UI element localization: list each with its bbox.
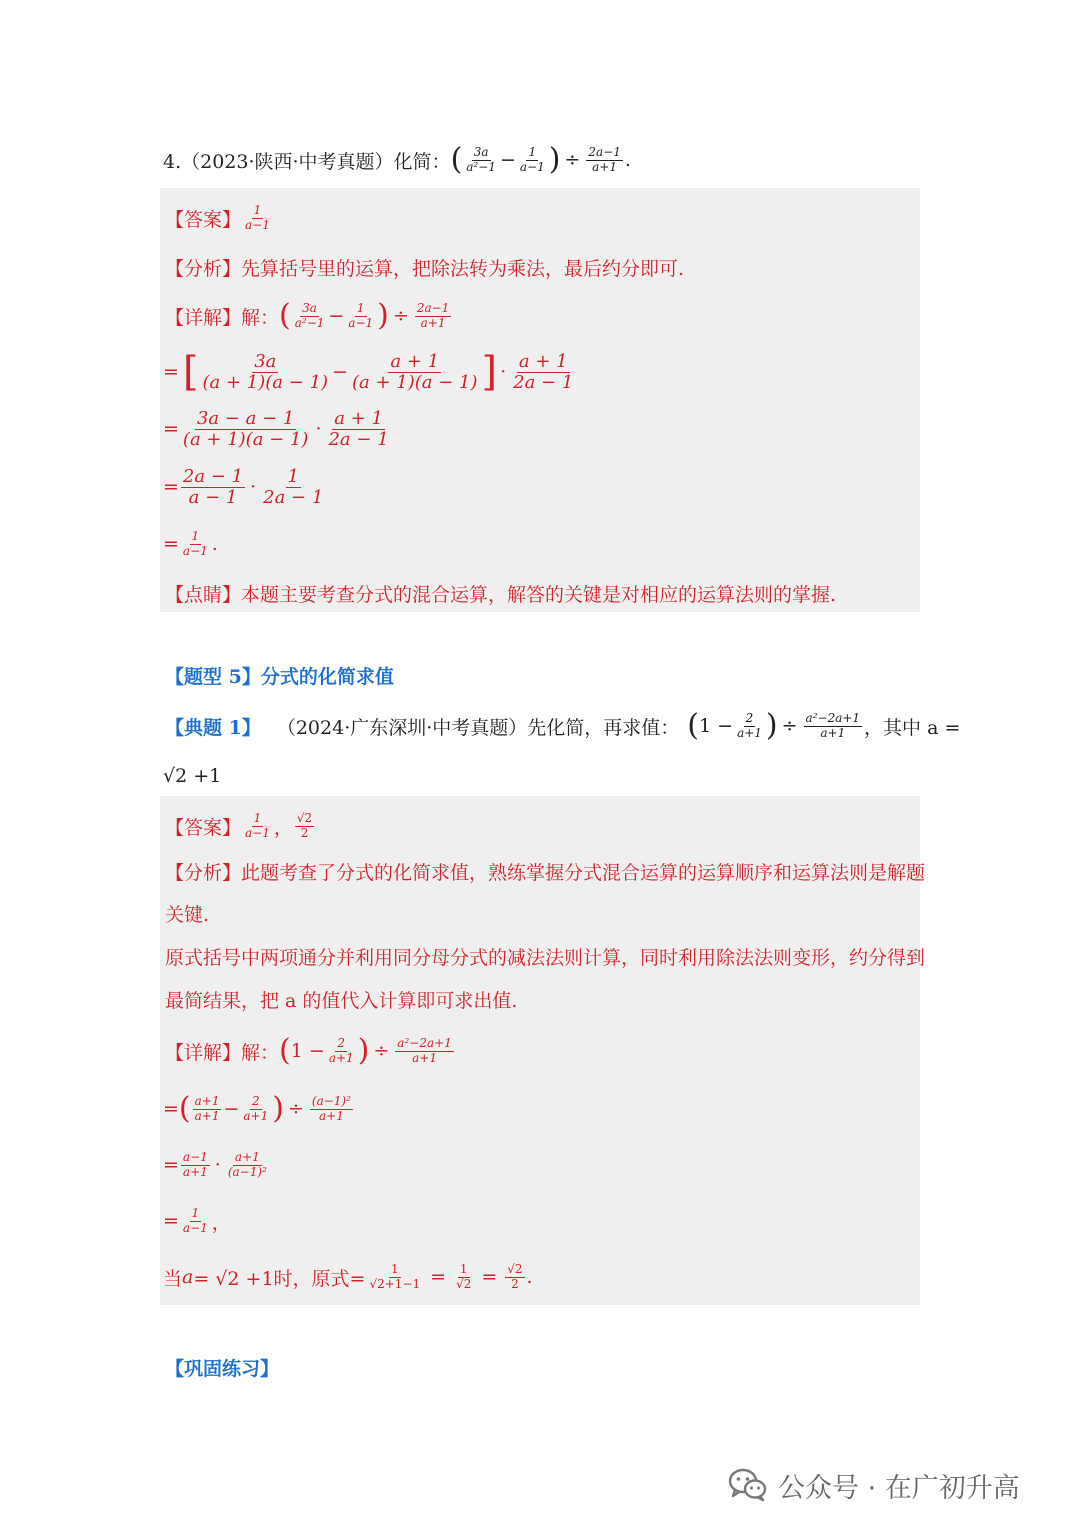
ex1-detail-label: 【详解】: [165, 1041, 242, 1064]
q4-step-3: = $\frac{2a - 1}{a - 1}$ · $\frac{1}{2a - 1}$: [163, 465, 324, 508]
example-1-suffix: ，其中 a =: [864, 716, 961, 739]
ex1-step-2: = $\frac{a-1}{a+1}$ · $\frac{a+1}{\text{(a−1)²}}$: [163, 1150, 267, 1179]
q4-comment-text: 本题主要考查分式的混合运算，解答的关键是对相应的运算法则的掌握.: [241, 583, 837, 606]
wechat-icon: [728, 1467, 768, 1503]
q4-step-2: = $\frac{3a - a - 1}{(a + 1)(a - 1)}$ · $\frac{a + 1}{2a - 1}$: [163, 407, 389, 450]
ex1-step-3: = $\frac{1}{a-1}$ ，: [163, 1206, 231, 1235]
question-4-prefix: 4.（2023·陕西·中考真题）化简：: [163, 150, 451, 173]
example-1-label: 【典题 1】: [165, 716, 261, 739]
q4-answer-value: $\frac{1}{a-1}$: [245, 203, 270, 232]
q4-step-4: = $\frac{1}{a-1}$ .: [163, 529, 218, 558]
q4-step-1: = [ $\frac{3a}{(a + 1)(a - 1)}$ − $\frac{a + 1}{(a + 1)(a - 1)}$ ] · $\frac{a + 1}{2a - 1}$: [163, 349, 574, 395]
q4-detail-prefix: 解：: [241, 306, 280, 329]
question-4: [163, 140, 631, 180]
ex1-analysis-line-2: 关键.: [165, 904, 210, 926]
ex1-step-4: 当 a = √2 +1时，原式= $\frac{1}{√2+1-1}$ = $\frac{1}{√2}$ = $\frac{√2}{2}$ .: [163, 1262, 533, 1291]
watermark: [728, 1460, 1058, 1510]
ex1-analysis-label: 【分析】: [165, 862, 242, 884]
example-1-value: √2 +1: [163, 765, 222, 787]
example-1: [165, 703, 960, 749]
practice-heading: 【巩固练习】: [165, 1358, 280, 1380]
example-1-prefix: （2024·广东深圳·中考真题）先化简，再求值：: [276, 716, 680, 739]
ex1-analysis-line-1: [165, 852, 925, 894]
ex1-analysis-line-4: 最简结果，把 a 的值代入计算即可求出值.: [165, 990, 518, 1012]
q4-detail-row: 【详解】 解： ( $\frac{3a}{\text{a²−1}}$ − $\frac{1}{a-1}$ ) ÷ $\frac{2a-1}{a+1}$: [165, 298, 450, 333]
ex1-step-1: = ( $\frac{a+1}{a+1}$ − $\frac{2}{a+1}$ ) ÷ $\frac{\text{(a−1)²}}{a+1}$: [163, 1091, 351, 1126]
q4-answer-label: 【答案】: [165, 208, 242, 231]
q4-analysis-label: 【分析】: [165, 257, 242, 280]
ex1-detail-row: 【详解】 解： ( 1 − $\frac{2}{a+1}$ ) ÷ $\frac{\text{a²−2a+1}}{a+1}$: [165, 1033, 452, 1068]
ex1-analysis-text-1: 此题考查了分式的化简求值，熟练掌握分式混合运算的运算顺序和运算法则是解题: [241, 862, 926, 884]
ex1-analysis-line-3: 原式括号中两项通分并利用同分母分式的减法法则计算，同时利用除法法则变形，约分得到: [165, 947, 926, 969]
q4-detail-label: 【详解】: [165, 306, 242, 329]
ex1-answer-row: 【答案】 $\frac{1}{a-1}$ ， $\frac{√2}{2}$: [165, 811, 313, 840]
q4-analysis-text: 先算括号里的运算，把除法转为乘法，最后约分即可.: [241, 257, 685, 280]
ex1-detail-prefix: 解：: [241, 1041, 280, 1064]
watermark-text: 公众号 · 在广初升高: [778, 1472, 1020, 1504]
question-4-expression: ( $\frac{3a}{\text{a²−1}}$ − $\frac{1}{a-1}$ ) ÷ $\frac{2a-1}{a+1}$ .: [450, 142, 631, 177]
q4-comment-row: [165, 578, 836, 608]
type-5-heading: 【题型 5】分式的化简求值: [165, 666, 394, 688]
example-1-expression: ( 1 − $\frac{2}{a+1}$ ) ÷ $\frac{\text{a²−2a+1}}{a+1}$: [687, 708, 861, 743]
q4-comment-label: 【点睛】: [165, 583, 242, 606]
q4-analysis-row: [165, 252, 684, 282]
ex1-answer-label: 【答案】: [165, 816, 242, 839]
q4-answer-row: [165, 200, 274, 236]
